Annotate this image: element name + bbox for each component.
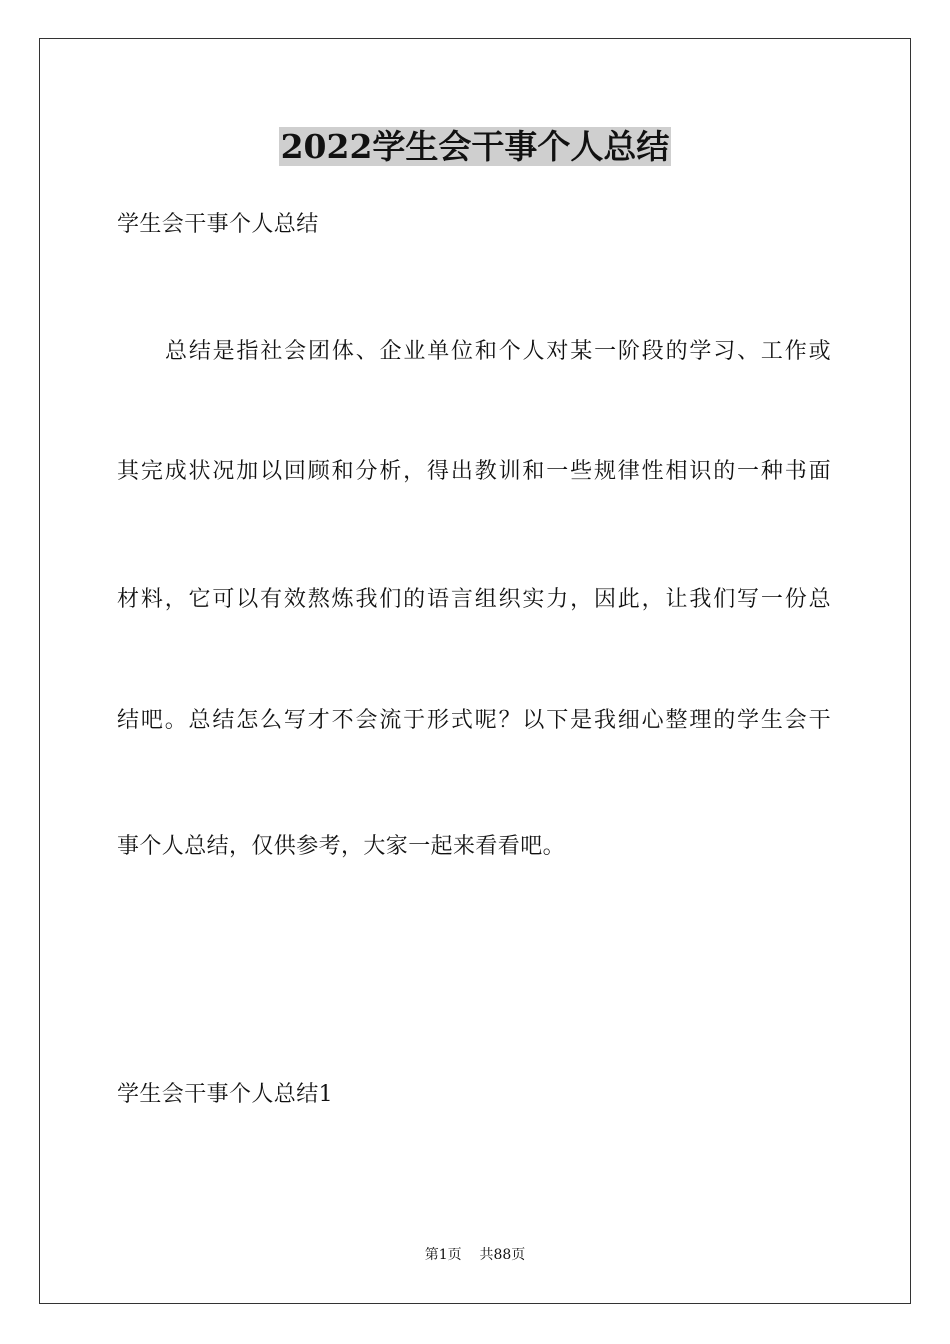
document-title — [0, 125, 950, 169]
section-heading: 学生会干事个人总结1 — [117, 1082, 333, 1107]
paragraph-line: 事个人总结，仅供参考，大家一起来看看吧。 — [117, 834, 566, 859]
page-number-footer: 第1页 共88页 — [424, 1247, 526, 1263]
document-title-text: 2022学生会干事个人总结 — [280, 127, 670, 166]
document-subtitle: 学生会干事个人总结 — [117, 212, 319, 237]
paragraph-line: 结吧。总结怎么写才不会流于形式呢？以下是我细心整理的学生会干 — [117, 708, 831, 733]
paragraph-line: 其完成状况加以回顾和分析，得出教训和一些规律性相识的一种书面 — [117, 459, 831, 484]
paragraph-line: 总结是指社会团体、企业单位和个人对某一阶段的学习、工作或 — [165, 339, 831, 364]
paragraph-line: 材料，它可以有效熬炼我们的语言组织实力，因此，让我们写一份总 — [117, 587, 831, 612]
